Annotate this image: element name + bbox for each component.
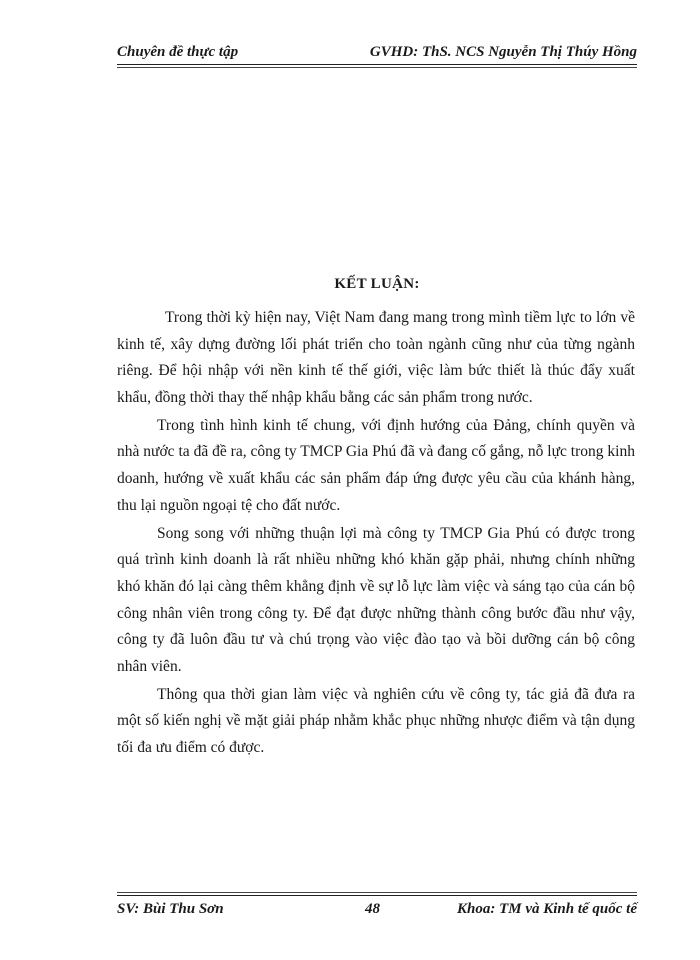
header-divider-thin <box>117 67 637 68</box>
footer-divider-thin <box>117 892 637 893</box>
page-header <box>117 40 637 64</box>
body-text <box>117 305 635 763</box>
footer-divider <box>117 895 637 896</box>
page-number: 48 <box>365 901 380 917</box>
paragraph-1: Trong thời kỳ hiện nay, Việt Nam đang mang trong mình tiềm lực to lớn về kinh tế, xây dựng đường lối phát triển cho toàn ngành cũng như của từng ngành riêng. Để hội nhập với nền kinh tế thế giới, việc làm bức thiết là thúc đẩy xuất khẩu, đồng thời thay thế nhập khẩu bằng các sản phẩm trong nước. <box>117 309 635 406</box>
paragraph-4: Thông qua thời gian làm việc và nghiên cứu về công ty, tác giả đã đưa ra một số kiến nghị về mặt giải pháp nhằm khắc phục những nhược điểm và tận dụng tối đa ưu điểm có được. <box>117 685 635 756</box>
header-supervisor: GVHD: ThS. NCS Nguyễn Thị Thúy Hồng <box>369 44 637 60</box>
paragraph-2: Trong tình hình kinh tế chung, với định hướng của Đảng, chính quyền và nhà nước ta đã đề ra, công ty TMCP Gia Phú đã và đang cố gắng, nỗ lực trong kinh doanh, hướng về xuất khẩu các sản phẩm đáp ứng được yêu cầu của khánh hàng, thu lại nguồn ngoại tệ cho đất nước. <box>117 416 635 514</box>
page-footer <box>117 899 637 921</box>
header-divider <box>117 64 637 65</box>
paragraph-3: Song song với những thuận lợi mà công ty TMCP Gia Phú có được trong quá trình kinh doanh là rất nhiều những khó khăn gặp phải, nhưng chính những khó khăn đó lại càng thêm khẳng định về sự lỗ lực làm việc và sáng tạo của cán bộ công nhân viên trong công ty. Để đạt được những thành công bước đầu như vậy, công ty đã luôn đầu tư và chú trọng vào việc đào tạo và bồi dưỡng cán bộ công nhân viên. <box>117 524 635 675</box>
footer-student: SV: Bùi Thu Sơn <box>117 901 224 917</box>
header-course-title: Chuyên đề thực tập <box>117 44 239 60</box>
section-title: KẾT LUẬN: <box>334 276 420 292</box>
footer-faculty: Khoa: TM và Kinh tế quốc tế <box>456 901 637 917</box>
